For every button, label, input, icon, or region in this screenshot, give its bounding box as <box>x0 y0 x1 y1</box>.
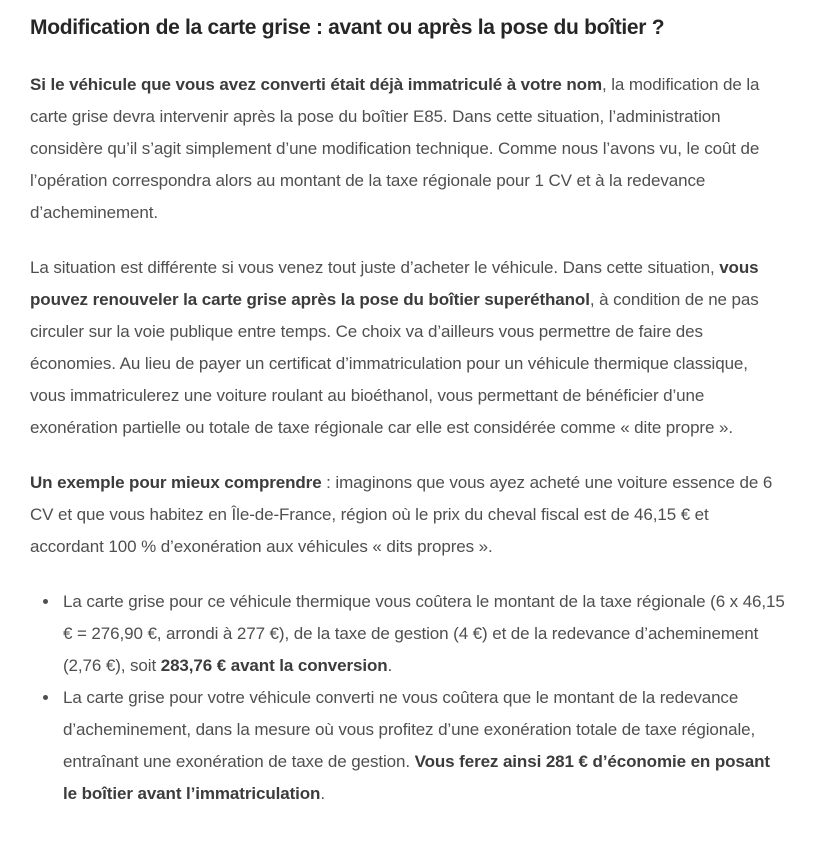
paragraph <box>30 69 785 229</box>
list-item <box>60 586 785 682</box>
list-item <box>60 682 785 810</box>
text-run: . <box>320 784 325 803</box>
bullet-list <box>30 586 785 810</box>
text-run: La carte grise pour ce véhicule thermique vous coûtera le montant de la taxe régionale (6 x 46,15 € = 276,90 €, arrondi à 277 €), de la taxe de gestion (4 €) et de la redevance d’acheminement (2,76 €), soit <box>63 592 785 675</box>
bold-text-run: vous pouvez renouveler la carte grise après la pose du boîtier superéthanol <box>30 258 759 309</box>
text-run: . <box>387 656 393 675</box>
text-run: , la modification de la carte grise devra intervenir après la pose du boîtier E85. Dans cette situation, l’administration considère qu’il s’agit simplement d’une modification technique. Comme nous l’avons vu, le coût de l’opération correspondra alors au montant de la taxe régionale pour 1 CV et à la redevance d’acheminement. <box>30 75 760 222</box>
paragraph <box>30 252 785 444</box>
text-run: : imaginons que vous ayez acheté une voiture essence de 6 CV et que vous habitez en Île-de-France, région où le prix du cheval fiscal est de 46,15 € et accordant 100 % d’exonération aux véhicules « dits propres ». <box>30 473 773 556</box>
bold-text-run: Un exemple pour mieux comprendre <box>30 473 322 492</box>
text-run: , à condition de ne pas circuler sur la voie publique entre temps. Ce choix va d’ailleurs vous permettre de faire des économies. Au lieu de payer un certificat d’immatriculation pour un véhicule thermique classique, vous immatriculerez une voiture roulant au bioéthanol, vous permettant de bénéficier d’une exonération partielle ou totale de taxe régionale car elle est considérée comme « dite propre ». <box>30 290 759 437</box>
page-title: Modification de la carte grise : avant ou après la pose du boîtier ? <box>30 16 665 39</box>
bold-text-run: Si le véhicule que vous avez converti était déjà immatriculé à votre nom <box>30 75 602 94</box>
article-body <box>30 69 785 810</box>
paragraph <box>30 467 785 563</box>
text-run: La situation est différente si vous venez tout juste d’acheter le véhicule. Dans cette situation, <box>30 258 720 277</box>
text-run: La carte grise pour votre véhicule converti ne vous coûtera que le montant de la redevance d’acheminement, dans la mesure où vous profitez d’une exonération totale de taxe régionale, entraînant une exonération de taxe de gestion. <box>63 688 756 771</box>
bold-text-run: 283,76 € avant la conversion <box>160 656 388 675</box>
bold-text-run: Vous ferez ainsi 281 € d’économie en posant le boîtier avant l’immatriculation <box>63 752 770 803</box>
